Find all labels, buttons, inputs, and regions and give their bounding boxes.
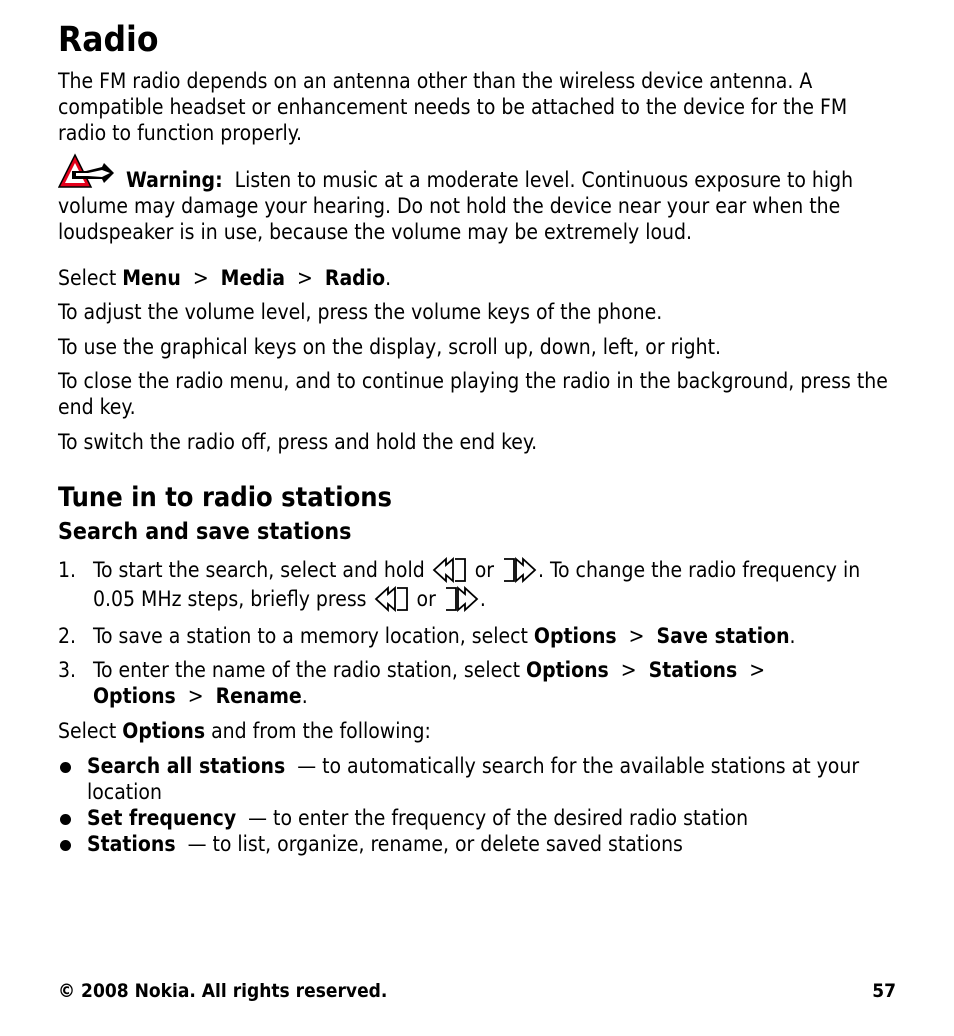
step-back-key-icon	[373, 586, 411, 612]
graphical-keys-paragraph: To use the graphical keys on the display, scroll up, down, left, or right.	[58, 335, 722, 359]
menu-item-menu: Menu	[122, 266, 181, 290]
option-search-all-stations: Search all stations — to automatically search for the available stations at your location	[58, 753, 898, 805]
select-path-line: Select Menu > Media > Radio.	[58, 266, 392, 290]
menu-item-media: Media	[220, 266, 286, 290]
subsection-title: Search and save stations	[58, 519, 352, 545]
bullet	[60, 840, 71, 851]
options-intro: Select Options and from the following:	[58, 719, 431, 743]
close-radio-paragraph: To close the radio menu, and to continue playing the radio in the background, press the end key.	[58, 369, 888, 419]
step-3: 3. To enter the name of the radio station, select Options > Stations > Options > Rename.	[58, 658, 766, 708]
page-number: 57	[872, 980, 896, 1002]
seek-forward-key-icon	[500, 557, 538, 583]
bullet	[60, 814, 71, 825]
page-footer	[58, 978, 896, 1004]
volume-paragraph: To adjust the volume level, press the volume keys of the phone.	[58, 300, 663, 324]
option-stations: Stations — to list, organize, rename, or delete saved stations	[58, 831, 898, 857]
warning-text: Listen to music at a moderate level. Continuous exposure to high volume may damage your hearing. Do not hold the device near your ear when the loudspeaker is in use, because the volume may be extremely loud.	[58, 168, 854, 244]
menu-item-radio: Radio	[324, 266, 386, 290]
copyright-notice: © 2008 Nokia. All rights reserved.	[58, 980, 388, 1002]
intro-paragraph: The FM radio depends on an antenna other than the wireless device antenna. A compatible headset or enhancement needs to be attached to the device for the FM radio to function properly.	[58, 69, 848, 145]
warning-hand-icon	[58, 153, 124, 193]
page-title: Radio	[58, 20, 159, 60]
section-title: Tune in to radio stations	[58, 482, 393, 513]
warning-label: Warning:	[126, 168, 223, 192]
seek-back-key-icon	[431, 557, 469, 583]
step-2: 2. To save a station to a memory location, select Options > Save station.	[58, 624, 796, 648]
option-set-frequency: Set frequency — to enter the frequency of the desired radio station	[58, 805, 898, 831]
switch-off-paragraph: To switch the radio off, press and hold the end key.	[58, 430, 538, 454]
step-forward-key-icon	[442, 586, 480, 612]
warning-paragraph	[58, 153, 898, 245]
step-1: 1. To start the search, select and hold or . To change the radio frequency in 0.05 MHz steps, briefly press or .	[58, 558, 861, 611]
bullet	[60, 762, 71, 773]
